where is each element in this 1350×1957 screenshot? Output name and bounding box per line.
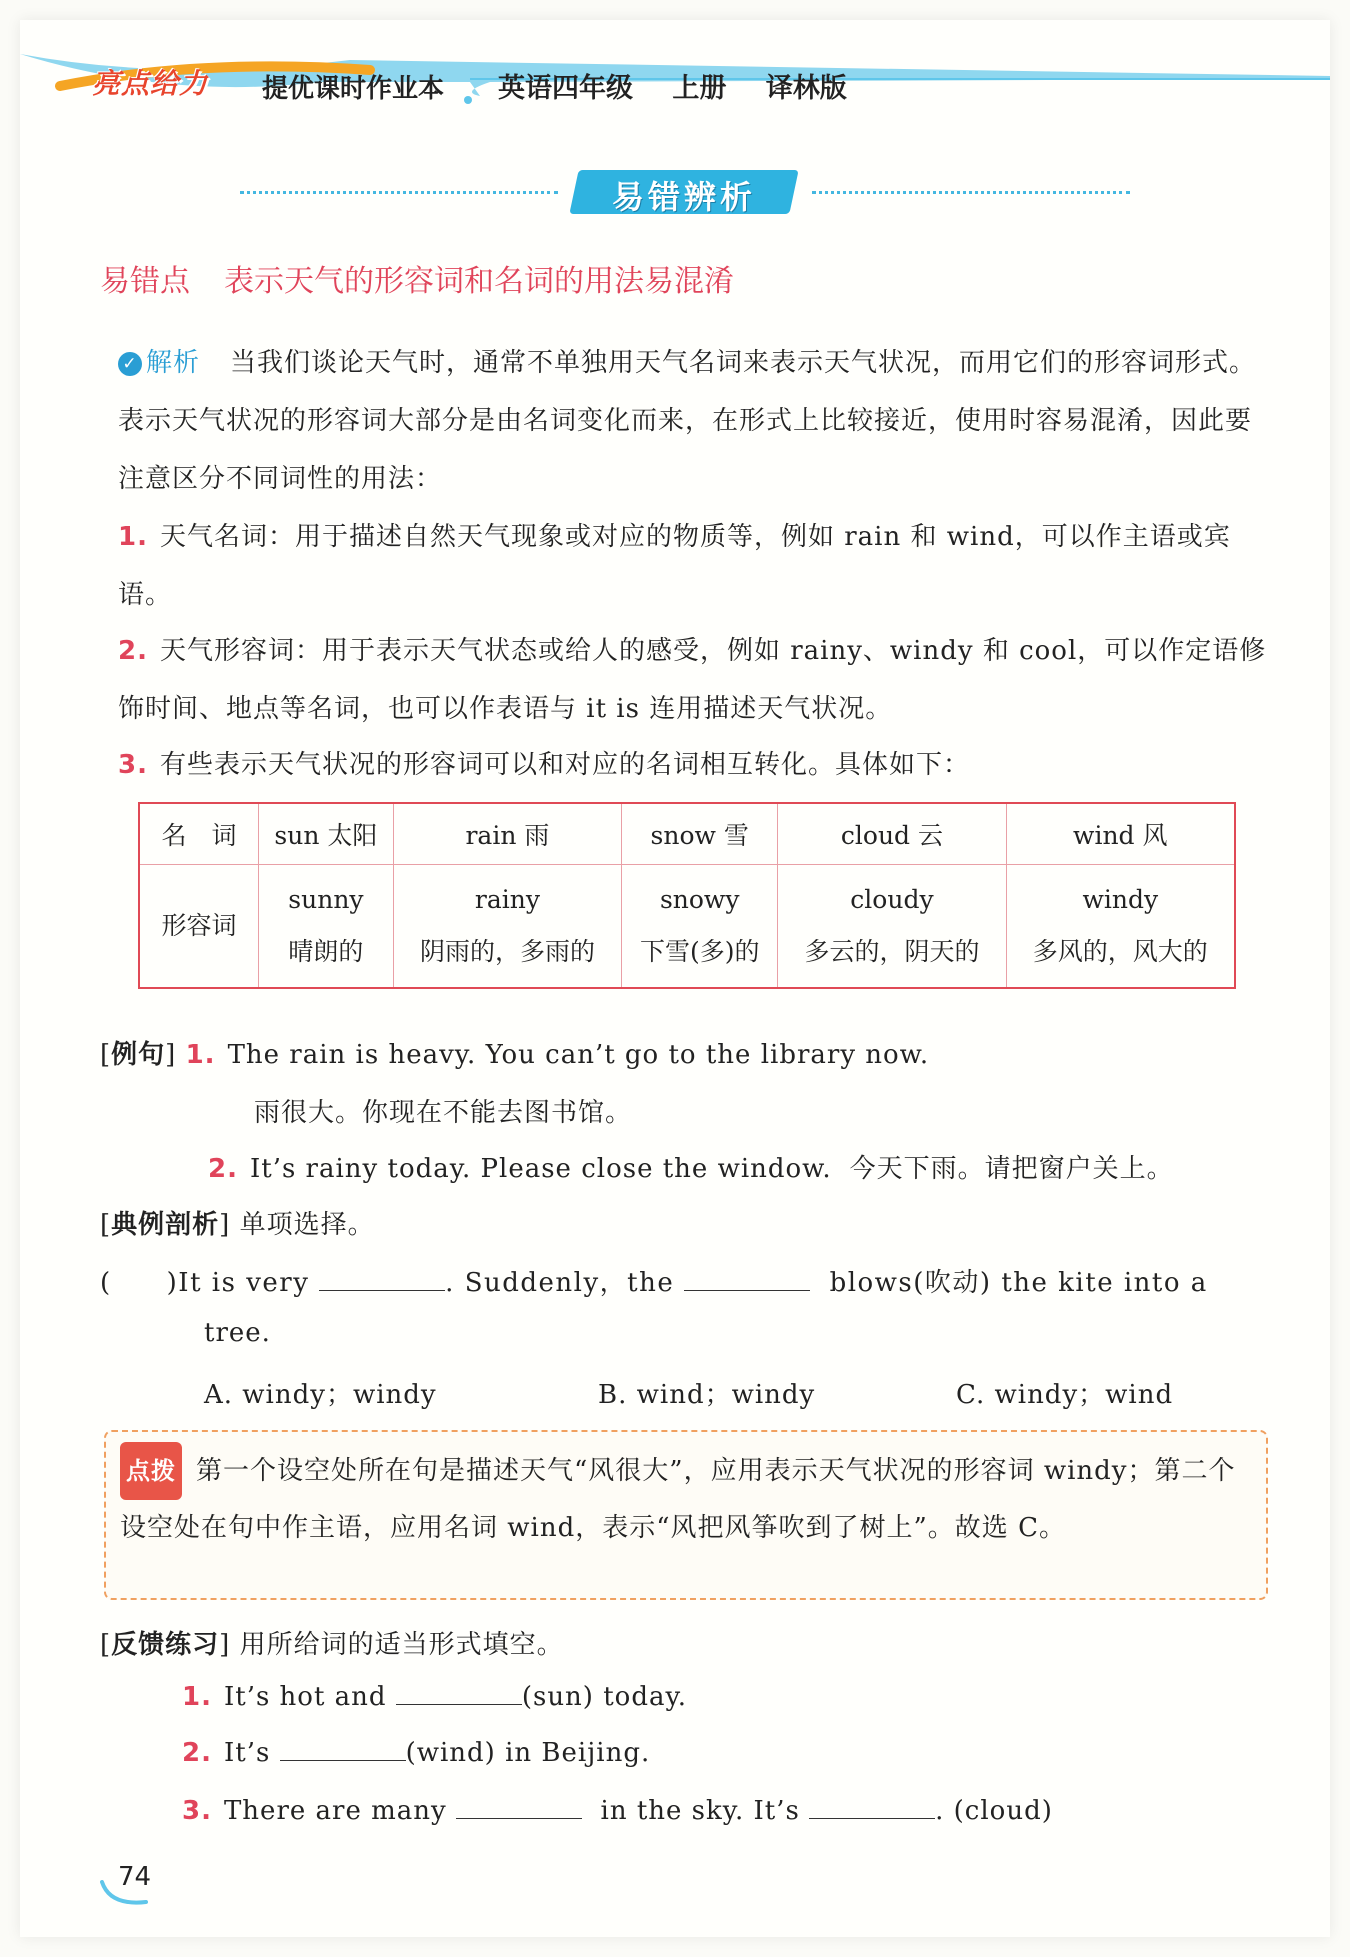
practice-instruction: 用所给词的适当形式填空。: [239, 1630, 564, 1660]
hint-box: [104, 1430, 1268, 1600]
table-row: [139, 865, 1235, 989]
point-2-num: 2.: [118, 636, 148, 666]
practice-blank[interactable]: [280, 1736, 406, 1761]
question-text: . Suddenly，the: [445, 1268, 675, 1298]
brand-logo: 亮点给力: [92, 67, 209, 100]
page-number: 74: [118, 1862, 152, 1892]
section-title: 易错辨析: [611, 178, 756, 216]
error-point-text: 表示天气的形容词和名词的用法易混淆: [224, 264, 734, 299]
practice-num: 2.: [182, 1738, 212, 1768]
hint-badge: 点拨: [120, 1442, 182, 1500]
header-info: [498, 66, 877, 105]
error-point-title: [100, 256, 734, 300]
point-3-text: 有些表示天气状况的形容词可以和对应的名词相互转化。具体如下：: [159, 750, 970, 780]
question-text: It is very: [178, 1268, 310, 1298]
subject: 英语四年级: [498, 73, 633, 104]
check-icon: ✓: [118, 352, 142, 376]
adj-word: windy: [1082, 885, 1159, 914]
point-1-text: 天气名词：用于描述自然天气现象或对应的物质等，例如 rain 和 wind，可以作主语或宾语。: [118, 522, 1231, 610]
example-2-zh: 今天下雨。请把窗户关上。: [849, 1154, 1174, 1184]
question-text: blows(吹动) the kite into a: [829, 1268, 1208, 1298]
example-1: [例句] 1. The rain is heavy. You can’t go to the library now.: [100, 1040, 930, 1070]
adj-meaning: 多云的，阴天的: [804, 937, 980, 966]
weather-word-table: [138, 802, 1236, 989]
series-name: 提优课时作业本: [262, 74, 445, 104]
practice-text: There are many: [223, 1796, 447, 1826]
blank-1[interactable]: [319, 1266, 445, 1291]
point-3-num: 3.: [118, 750, 148, 780]
typical-label: 典例剖析: [111, 1210, 220, 1240]
example-label: 例句: [111, 1040, 166, 1070]
option-b[interactable]: B. wind；windy: [598, 1380, 816, 1410]
point-2-text: 天气形容词：用于表示天气状态或给人的感受，例如 rainy、windy 和 cool，可以作定语修饰时间、地点等名词，也可以作表语与 it is 连用描述天气状况。: [118, 636, 1267, 724]
table-cell: rain 雨: [393, 803, 621, 865]
point-3: [118, 736, 1268, 794]
practice-blank[interactable]: [456, 1794, 582, 1819]
example-2-num: 2.: [208, 1154, 238, 1184]
hint-text: 第一个设空处所在句是描述天气“风很大”，应用表示天气状况的形容词 windy；第二个设空处在句中作主语，应用名词 wind，表示“风把风筝吹到了树上”。故选 C。: [120, 1456, 1236, 1543]
table-cell: [622, 865, 778, 989]
table-cell: snow 雪: [622, 803, 778, 865]
practice-text: . (cloud): [935, 1796, 1053, 1826]
table-cell: wind 风: [1006, 803, 1235, 865]
example-1-zh: 雨很大。你现在不能去图书馆。: [254, 1098, 633, 1128]
practice-header: [反馈练习] 用所给词的适当形式填空。: [100, 1630, 564, 1660]
practice-text: (wind) in Beijing.: [405, 1738, 651, 1768]
banner-dots-right: [812, 191, 1130, 194]
table-cell: [778, 865, 1006, 989]
example-1-num: 1.: [185, 1040, 216, 1070]
practice-2: [182, 1736, 650, 1768]
example-1-en: The rain is heavy. You can’t go to the library now.: [227, 1040, 930, 1070]
table-row: [139, 803, 1235, 865]
practice-text: It’s hot and: [223, 1682, 387, 1712]
volume: 上册: [672, 73, 727, 104]
hint-content: [120, 1442, 1260, 1556]
blank-2[interactable]: [684, 1266, 810, 1291]
adj-meaning: 多风的，风大的: [1032, 937, 1208, 966]
practice-num: 1.: [182, 1682, 212, 1712]
table-cell: [259, 865, 394, 989]
analysis-text: 当我们谈论天气时，通常不单独用天气名词来表示天气状况，而用它们的形容词形式。表示天气状况的形容词大部分是由名词变化而来，在形式上比较接近，使用时容易混淆，因此要注意区分不同词性的用法：: [118, 348, 1257, 494]
analysis-label: 解析: [146, 348, 201, 378]
answer-paren[interactable]: ( ): [100, 1268, 179, 1298]
practice-text: in the sky. It’s: [600, 1796, 800, 1826]
example-2: [208, 1148, 1174, 1185]
practice-blank[interactable]: [809, 1794, 935, 1819]
adj-word: snowy: [659, 885, 740, 914]
practice-blank[interactable]: [396, 1680, 522, 1705]
edition: 译林版: [765, 73, 847, 104]
adj-word: rainy: [474, 885, 540, 914]
option-a[interactable]: A. windy；windy: [204, 1380, 437, 1410]
practice-1: [182, 1680, 687, 1712]
practice-num: 3.: [182, 1796, 212, 1826]
table-cell: cloud 云: [778, 803, 1006, 865]
adj-meaning: 晴朗的: [288, 937, 364, 966]
table-header-adjective: 形容词: [139, 865, 259, 989]
table-cell: sun 太阳: [259, 803, 394, 865]
adj-word: cloudy: [850, 885, 934, 914]
practice-text: It’s: [223, 1738, 271, 1768]
practice-label: 反馈练习: [111, 1630, 220, 1660]
table-cell: [393, 865, 621, 989]
question-text-cont: tree.: [204, 1318, 271, 1348]
analysis-paragraph: [118, 334, 1268, 508]
point-1-num: 1.: [118, 522, 148, 552]
option-c[interactable]: C. windy；wind: [956, 1380, 1174, 1410]
banner-dots-left: [240, 191, 558, 194]
table-header-noun: 名 词: [139, 803, 259, 865]
adj-meaning: 下雪(多)的: [639, 937, 760, 966]
typical-instruction: 单项选择。: [239, 1210, 375, 1240]
practice-text: (sun) today.: [521, 1682, 687, 1712]
typical-header: [典例剖析] 单项选择。: [100, 1210, 375, 1240]
example-2-en: It’s rainy today. Please close the window.: [249, 1154, 832, 1184]
table-cell: [1006, 865, 1235, 989]
point-2: [118, 622, 1268, 738]
practice-3: [182, 1794, 1053, 1826]
error-point-lead: 易错点: [100, 264, 190, 299]
point-1: [118, 508, 1268, 624]
adj-meaning: 阴雨的，多雨的: [419, 937, 595, 966]
typical-question: [100, 1262, 1208, 1299]
adj-word: sunny: [288, 885, 364, 914]
